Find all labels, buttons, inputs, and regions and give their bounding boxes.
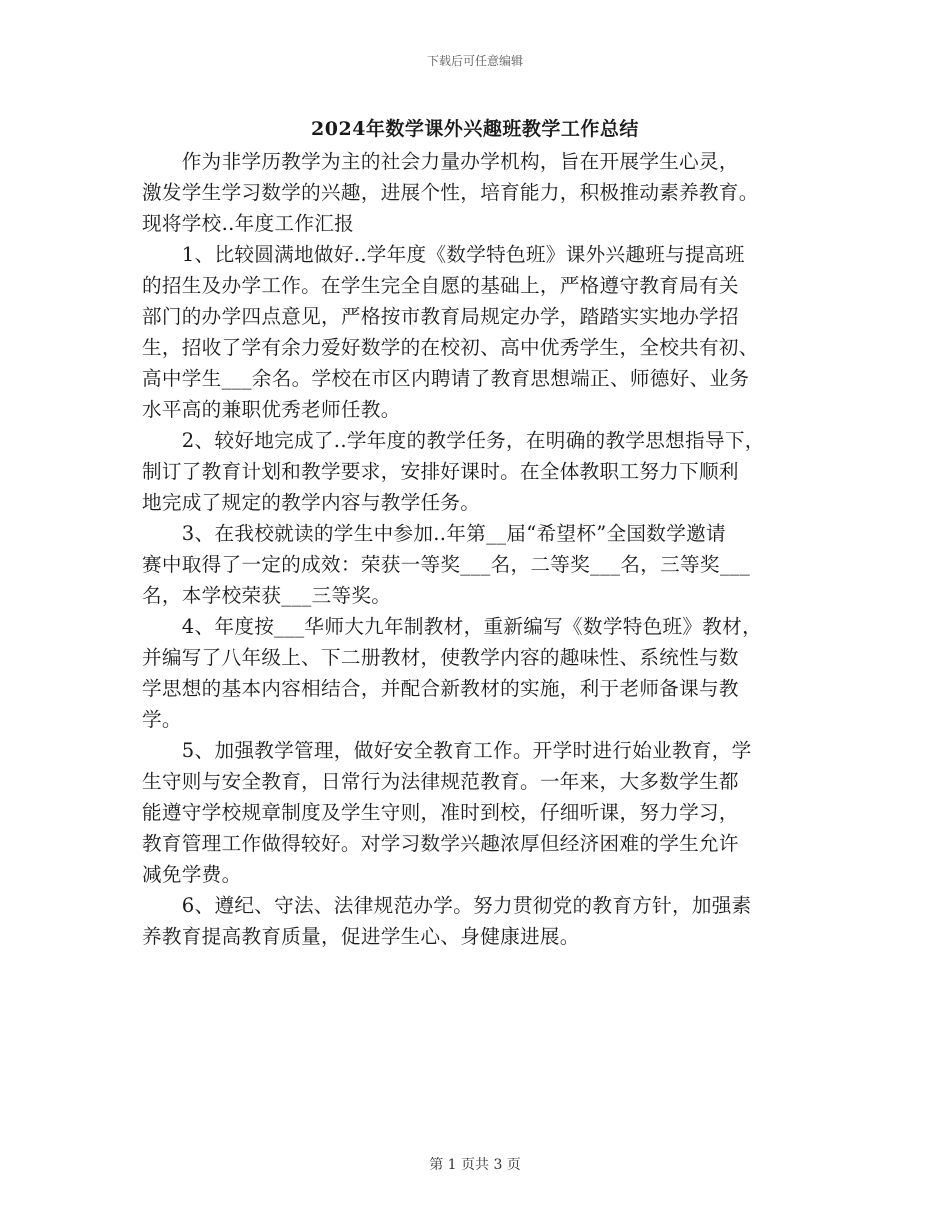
text-line: 教育管理工作做得较好。对学习数学兴趣浓厚但经济困难的学生允许	[142, 832, 739, 855]
text-line: 并编写了八年级上、下二册教材，使教学内容的趣味性、系统性与数	[142, 646, 739, 669]
text-line: 赛中取得了一定的成效：荣获一等奖___名，二等奖___名，三等奖___	[142, 553, 751, 576]
text-line: 名，本学校荣获___三等奖。	[142, 584, 392, 607]
document-body	[142, 146, 814, 952]
text-line: 1、比较圆满地做好..学年度《数学特色班》课外兴趣班与提高班	[142, 243, 745, 266]
paragraph-1	[142, 239, 814, 425]
text-line: 养教育提高教育质量，促进学生心、身健康进展。	[142, 925, 580, 948]
text-line: 4、年度按___华师大九年制教材，重新编写《数学特色班》教材，	[142, 615, 762, 638]
text-line: 生守则与安全教育，日常行为法律规范教育。一年来，大多数学生都	[142, 770, 739, 793]
text-line: 6、遵纪、守法、法律规范办学。努力贯彻党的教育方针，加强素	[142, 894, 752, 917]
paragraph-5	[142, 735, 814, 890]
text-line: 生，招收了学有余力爱好数学的在校初、高中优秀学生，全校共有初、	[142, 336, 759, 359]
page-number: 第 1 页共 3 页	[429, 1157, 521, 1173]
paragraph-2	[142, 425, 814, 518]
text-line: 学。	[142, 708, 182, 731]
document-title: 2024年数学课外兴趣班教学工作总结	[311, 118, 639, 140]
paragraph-6	[142, 890, 814, 952]
text-line: 现将学校..年度工作汇报	[142, 212, 354, 235]
text-line: 部门的办学四点意见，严格按市教育局规定办学，踏踏实实地办学招	[142, 305, 739, 328]
text-line: 地完成了规定的教学内容与教学任务。	[142, 491, 481, 514]
text-line: 能遵守学校规章制度及学生守则，准时到校，仔细听课，努力学习，	[142, 801, 739, 824]
text-line: 2、较好地完成了..学年度的教学任务，在明确的教学思想指导下，	[142, 429, 765, 452]
text-line: 的招生及办学工作。在学生完全自愿的基础上，严格遵守教育局有关	[142, 274, 739, 297]
page-header-note: 下载后可任意编辑	[426, 54, 523, 68]
text-line: 减免学费。	[142, 863, 242, 886]
text-line: 激发学生学习数学的兴趣，进展个性，培育能力，积极推动素养教育。	[142, 181, 759, 204]
text-line: 水平高的兼职优秀老师任教。	[142, 398, 401, 421]
text-line: 学思想的基本内容相结合，并配合新教材的实施，利于老师备课与教	[142, 677, 739, 700]
text-line: 制订了教育计划和教学要求，安排好课时。在全体教职工努力下顺利	[142, 460, 739, 483]
text-line: 3、在我校就读的学生中参加..年第__届“希望杯”全国数学邀请	[142, 522, 726, 545]
text-line: 高中学生___余名。学校在市区内聘请了教育思想端正、师德好、业务	[142, 367, 750, 390]
paragraph-4	[142, 611, 814, 735]
paragraph-intro	[142, 146, 814, 239]
text-line: 5、加强教学管理，做好安全教育工作。开学时进行始业教育，学	[142, 739, 752, 762]
paragraph-3	[142, 518, 814, 611]
text-line: 作为非学历教学为主的社会力量办学机构，旨在开展学生心灵，	[142, 150, 739, 173]
